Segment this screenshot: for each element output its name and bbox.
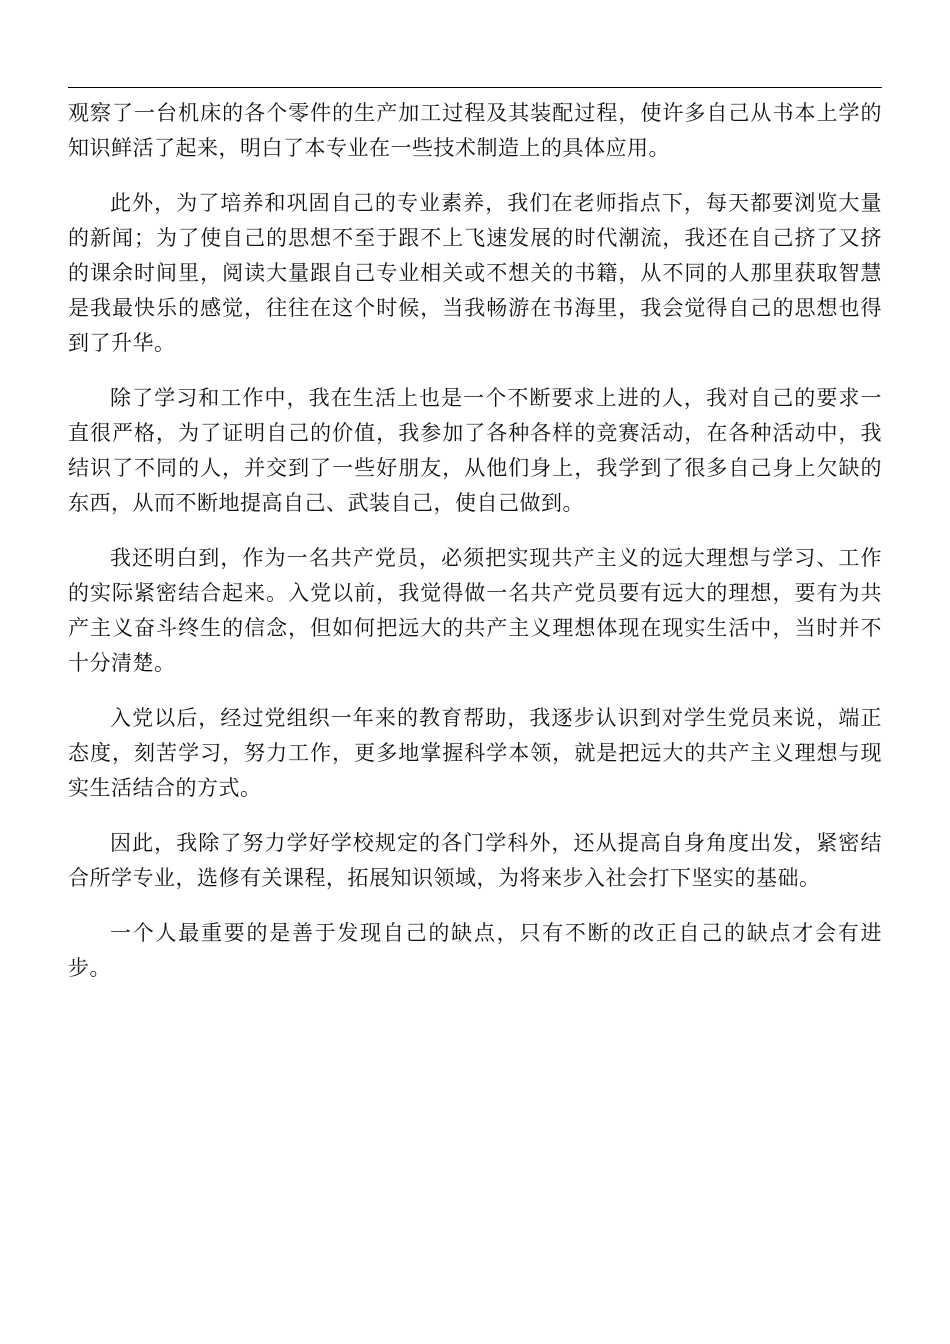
paragraph: 除了学习和工作中，我在生活上也是一个不断要求上进的人，我对自己的要求一直很严格，为了证明自己的价值，我参加了各种各样的竞赛活动，在各种活动中，我结识了不同的人，并交到了一些好朋友，从他们身上，我学到了很多自己身上欠缺的东西，从而不断地提高自己、武装自己，使自己做到。 <box>68 386 882 515</box>
paragraph: 此外，为了培养和巩固自己的专业素养，我们在老师指点下，每天都要浏览大量的新闻；为了使自己的思想不至于跟不上飞速发展的时代潮流，我还在自己挤了又挤的课余时间里，阅读大量跟自己专业相关或不想关的书籍，从不同的人那里获取智慧是我最快乐的感觉，往往在这个时候，当我畅游在书海里，我会觉得自己的思想也得到了升华。 <box>68 191 882 355</box>
paragraph: 入党以后，经过党组织一年来的教育帮助，我逐步认识到对学生党员来说，端正态度，刻苦学习，努力工作，更多地掌握科学本领，就是把远大的共产主义理想与现实生活结合的方式。 <box>68 706 882 800</box>
document-body <box>68 96 882 986</box>
paragraph: 我还明白到，作为一名共产党员，必须把实现共产主义的远大理想与学习、工作的实际紧密结合起来。入党以前，我觉得做一名共产党员要有远大的理想，要有为共产主义奋斗终生的信念，但如何把远大的共产主义理想体现在现实生活中，当时并不十分清楚。 <box>68 546 882 675</box>
paragraph: 因此，我除了努力学好学校规定的各门学科外，还从提高自身角度出发，紧密结合所学专业，选修有关课程，拓展知识领域，为将来步入社会打下坚实的基础。 <box>68 831 882 890</box>
paragraph: 一个人最重要的是善于发现自己的缺点，只有不断的改正自己的缺点才会有进步。 <box>68 921 882 980</box>
paragraph-continued: 观察了一台机床的各个零件的生产加工过程及其装配过程，使许多自己从书本上学的知识鲜活了起来，明白了本专业在一些技术制造上的具体应用。 <box>68 101 882 160</box>
header-divider <box>68 87 882 88</box>
